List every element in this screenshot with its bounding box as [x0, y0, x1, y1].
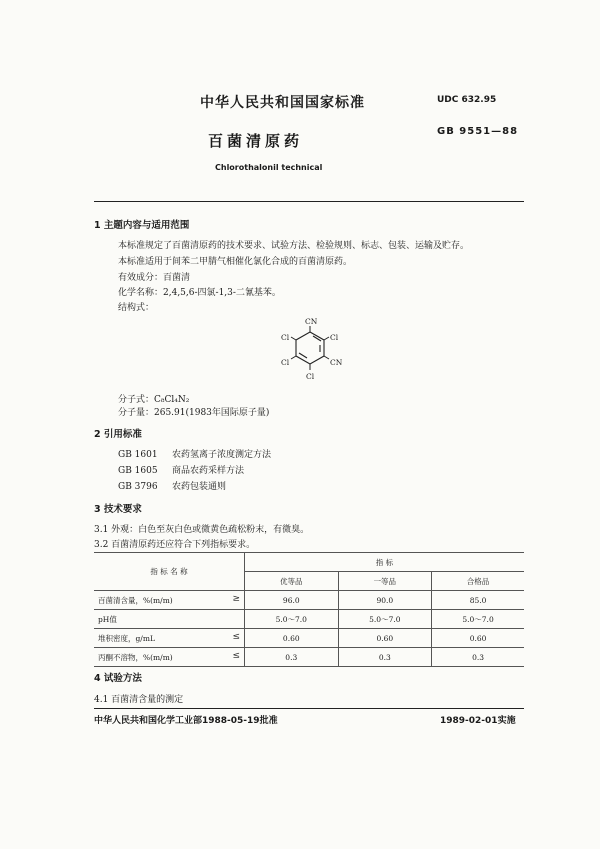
reference-row [118, 463, 244, 476]
reference-name: 商品农药采样方法 [172, 466, 245, 476]
chemical-name: 化学名称：2,4,5,6-四氯-1,3-二氰基苯。 [118, 288, 281, 298]
scope-line-2: 本标准适用于间苯二甲腈气相催化氯化合成的百菌清原药。 [118, 257, 353, 267]
structure-label: 结构式： [118, 303, 155, 313]
table-cell: 96.0 [245, 591, 339, 610]
specification-table [94, 552, 524, 667]
grade-header: 一等品 [338, 572, 432, 591]
table-cell: 0.3 [338, 648, 432, 667]
atom-label-bottom: Cl [306, 372, 315, 381]
table-cell: 5.0～7.0 [245, 610, 339, 629]
comparison-symbol: ≤ [232, 632, 240, 642]
section-2-heading: 2 引用标准 [94, 429, 142, 440]
table-cell: 0.3 [432, 648, 524, 667]
table-cell: 90.0 [338, 591, 432, 610]
molecular-mass: 分子量：265.91(1983年国际原子量) [118, 408, 270, 418]
table-row [94, 648, 524, 667]
table-cell: 5.0～7.0 [338, 610, 432, 629]
table-row [94, 591, 524, 610]
udc-number: UDC 632.95 [437, 95, 497, 105]
reference-code: GB 1605 [118, 466, 158, 476]
table-cell: 85.0 [432, 591, 524, 610]
table-cell: 0.60 [432, 629, 524, 648]
structural-formula [270, 312, 350, 387]
standard-title: 中华人民共和国国家标准 [200, 95, 365, 111]
row-name [94, 610, 245, 629]
benzene-ring [296, 332, 324, 364]
index-requirement: 3.2 百菌清原药还应符合下列指标要求。 [94, 540, 256, 550]
molecular-formula [118, 392, 189, 405]
grade-header: 合格品 [432, 572, 524, 591]
approval-line: 中华人民共和国化学工业部1988-05-19批准 [94, 716, 278, 726]
comparison-symbol: ≤ [232, 651, 240, 661]
atom-label-upper-left: Cl [281, 333, 290, 342]
table-row [94, 610, 524, 629]
row-name [94, 648, 245, 667]
section-1-heading: 1 主题内容与适用范围 [94, 220, 190, 231]
footer-divider [94, 708, 524, 709]
atom-label-top: CN [305, 317, 318, 326]
column-header-item: 指 标 名 称 [94, 553, 245, 591]
row-name [94, 591, 245, 610]
atom-label-lower-left: Cl [281, 358, 290, 367]
table-cell: 0.3 [245, 648, 339, 667]
table-cell: 0.60 [245, 629, 339, 648]
reference-name: 农药包装通则 [172, 482, 227, 492]
reference-row [118, 479, 226, 492]
row-name-text: 百菌清含量，%(m/m) [98, 595, 173, 605]
header-divider [94, 201, 524, 202]
comparison-symbol: ≥ [232, 594, 240, 604]
table-row [94, 629, 524, 648]
column-header-index: 指 标 [245, 553, 525, 572]
appearance-requirement: 3.1 外观：白色至灰白色或微黄色疏松粉末，有微臭。 [94, 525, 310, 535]
test-method-item: 4.1 百菌清含量的测定 [94, 695, 184, 705]
document-title: 百菌清原药 [208, 132, 304, 150]
reference-row [118, 447, 271, 460]
atom-label-upper-right: Cl [330, 333, 339, 342]
section-3-heading: 3 技术要求 [94, 504, 142, 515]
effective-date: 1989-02-01实施 [440, 716, 516, 726]
grade-header: 优等品 [245, 572, 339, 591]
row-name-text: 堆积密度，g/mL [98, 633, 155, 643]
row-name-text: 丙酮不溶物，%(m/m) [98, 652, 173, 662]
reference-code: GB 3796 [118, 482, 158, 492]
section-4-heading: 4 试验方法 [94, 673, 142, 684]
gb-number: GB 9551—88 [437, 126, 519, 137]
active-ingredient: 有效成分：百菌清 [118, 273, 191, 283]
atom-label-lower-right: CN [330, 358, 343, 367]
english-title: Chlorothalonil technical [215, 163, 323, 172]
formula-label: 分子式： [118, 395, 155, 405]
reference-code: GB 1601 [118, 450, 158, 460]
table-cell: 5.0～7.0 [432, 610, 524, 629]
reference-name: 农药氢离子浓度测定方法 [172, 450, 272, 460]
formula-value: C₈Cl₄N₂ [154, 395, 190, 405]
table-header-row [94, 553, 524, 572]
table-cell: 0.60 [338, 629, 432, 648]
row-name [94, 629, 245, 648]
scope-line-1: 本标准规定了百菌清原药的技术要求、试验方法、检验规则、标志、包装、运输及贮存。 [118, 241, 470, 251]
row-name-text: pH值 [98, 614, 117, 624]
